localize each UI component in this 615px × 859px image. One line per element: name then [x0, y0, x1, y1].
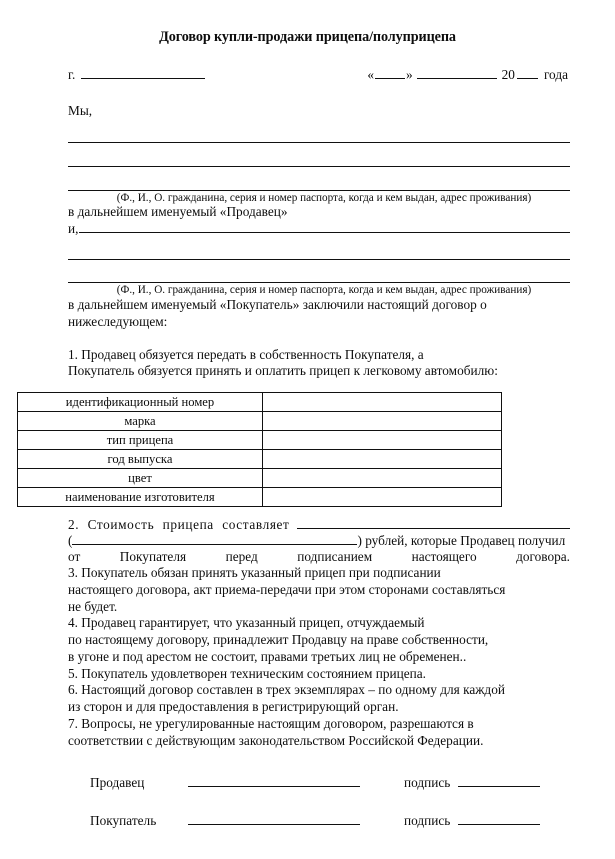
clause-2-line-1: [68, 517, 570, 533]
seller-designation: в дальнейшем именуемый «Продавец»: [68, 204, 288, 220]
seller-name-blank-field[interactable]: [188, 777, 360, 787]
clause-3-line-1: 3. Покупатель обязан принять указанный прицеп при подписании: [68, 565, 441, 581]
price-blank-field[interactable]: [297, 519, 570, 529]
date-close-quote: »: [405, 66, 413, 82]
clause-2-word: договора.: [516, 549, 570, 565]
clause-3-line-3: не будет.: [68, 598, 118, 614]
clause-6-line-1: 6. Настоящий договор составлен в трех экземплярах – по одному для каждой: [68, 682, 505, 698]
seller-blank-line-1[interactable]: [68, 119, 570, 143]
clause-1-line-2: Покупатель обязуется принять и оплатить прицеп к легковому автомобилю:: [68, 363, 498, 379]
seller-signature-label: подпись: [404, 775, 451, 791]
table-row: [18, 431, 502, 450]
spec-value-cell[interactable]: [263, 469, 502, 488]
spec-name-cell: год выпуска: [18, 450, 263, 469]
table-row: [18, 393, 502, 412]
buyer-designation-line-2: нижеследующем:: [68, 313, 168, 329]
city-blank-field[interactable]: [81, 68, 205, 78]
seller-role-label: Продавец: [90, 775, 145, 791]
page-title: Договор купли-продажи прицепа/полуприцепа: [159, 29, 456, 45]
clause-4-line-2: по настоящему договору, принадлежит Продавцу на праве собственности,: [68, 632, 489, 648]
spec-name-cell: цвет: [18, 469, 263, 488]
seller-blank-line-2[interactable]: [68, 143, 570, 167]
clause-4-line-1: 4. Продавец гарантирует, что указанный прицеп, отчуждаемый: [68, 615, 425, 631]
clause-2-lead: 2. Стоимость прицепа составляет: [68, 517, 290, 533]
spec-value-cell[interactable]: [263, 488, 502, 507]
we-label: Мы,: [68, 102, 93, 118]
trailer-spec-table: [17, 392, 502, 507]
table-row: [18, 469, 502, 488]
clause-7-line-2: соответствии с действующим законодательством Российской Федерации.: [68, 732, 484, 748]
clause-1-line-1: 1. Продавец обязуется передать в собственность Покупателя, а: [68, 346, 424, 362]
seller-signature-blank-field[interactable]: [458, 777, 540, 787]
clause-3-line-2: настоящего договора, акт приема-передачи при этом сторонами составляться: [68, 581, 506, 597]
spec-value-cell[interactable]: [263, 412, 502, 431]
clause-2-word: подписанием: [297, 549, 373, 565]
and-row: [68, 221, 570, 237]
clause-2-word: перед: [225, 549, 258, 565]
buyer-blank-line-1[interactable]: [79, 223, 570, 233]
day-blank-field[interactable]: [375, 68, 405, 78]
trailer-spec-table-body: [18, 393, 502, 507]
table-row: [18, 450, 502, 469]
year-prefix: 20: [501, 66, 515, 82]
clause-2-word: Покупателя: [119, 549, 187, 565]
seller-blank-line-3[interactable]: [68, 167, 570, 191]
year-blank-field[interactable]: [517, 68, 538, 78]
clause-2-after-paren: ) рублей, которые Продавец получил: [357, 533, 566, 549]
document-body-lower: [68, 517, 570, 829]
spec-name-cell: идентификационный номер: [18, 393, 263, 412]
city-label: г.: [68, 66, 76, 82]
seller-signature-row: [68, 775, 570, 791]
clause-5: 5. Покупатель удовлетворен техническим состоянием прицепа.: [68, 665, 426, 681]
spec-value-cell[interactable]: [263, 393, 502, 412]
city-date-row: [68, 67, 570, 85]
buyer-signature-label: подпись: [404, 813, 451, 829]
buyer-blank-line-2[interactable]: [68, 237, 570, 260]
spec-name-cell: наименование изготовителя: [18, 488, 263, 507]
buyer-designation-line-1: в дальнейшем именуемый «Покупатель» заключили настоящий договор о: [68, 297, 487, 313]
date-open-quote: «: [367, 66, 374, 82]
buyer-blank-line-3[interactable]: [68, 260, 570, 283]
table-row: [18, 488, 502, 507]
buyer-signature-blank-field[interactable]: [458, 815, 540, 825]
seller-passport-caption: (Ф., И., О. гражданина, серия и номер паспорта, когда и кем выдан, адрес проживания): [116, 191, 532, 204]
date-group: [367, 67, 570, 83]
clause-2-line-3: [68, 549, 570, 565]
buyer-role-label: Покупатель: [90, 813, 157, 829]
clause-2-line-2: [68, 533, 570, 549]
clause-4-line-3: в угоне и под арестом не состоит, правами третьих лиц не обременен..: [68, 648, 467, 664]
month-blank-field[interactable]: [417, 68, 497, 78]
document-body: [68, 67, 570, 381]
buyer-name-blank-field[interactable]: [188, 815, 360, 825]
clause-2-word: от: [68, 549, 81, 565]
clause-6-line-2: из сторон и для предоставления в регистрирующий орган.: [68, 699, 399, 715]
and-label: и,: [68, 221, 79, 237]
clause-2-word: настоящего: [411, 549, 477, 565]
spec-name-cell: тип прицепа: [18, 431, 263, 450]
price-words-blank-field[interactable]: [72, 535, 357, 545]
clause-2-open-paren: (: [68, 533, 73, 549]
spec-value-cell[interactable]: [263, 450, 502, 469]
signature-block: [68, 775, 570, 829]
clause-7-line-1: 7. Вопросы, не урегулированные настоящим договором, разрешаются в: [68, 715, 474, 731]
year-word: года: [543, 66, 568, 82]
spec-name-cell: марка: [18, 412, 263, 431]
table-row: [18, 412, 502, 431]
buyer-passport-caption: (Ф., И., О. гражданина, серия и номер паспорта, когда и кем выдан, адрес проживания): [116, 284, 532, 297]
buyer-signature-row: [68, 813, 570, 829]
spec-value-cell[interactable]: [263, 431, 502, 450]
